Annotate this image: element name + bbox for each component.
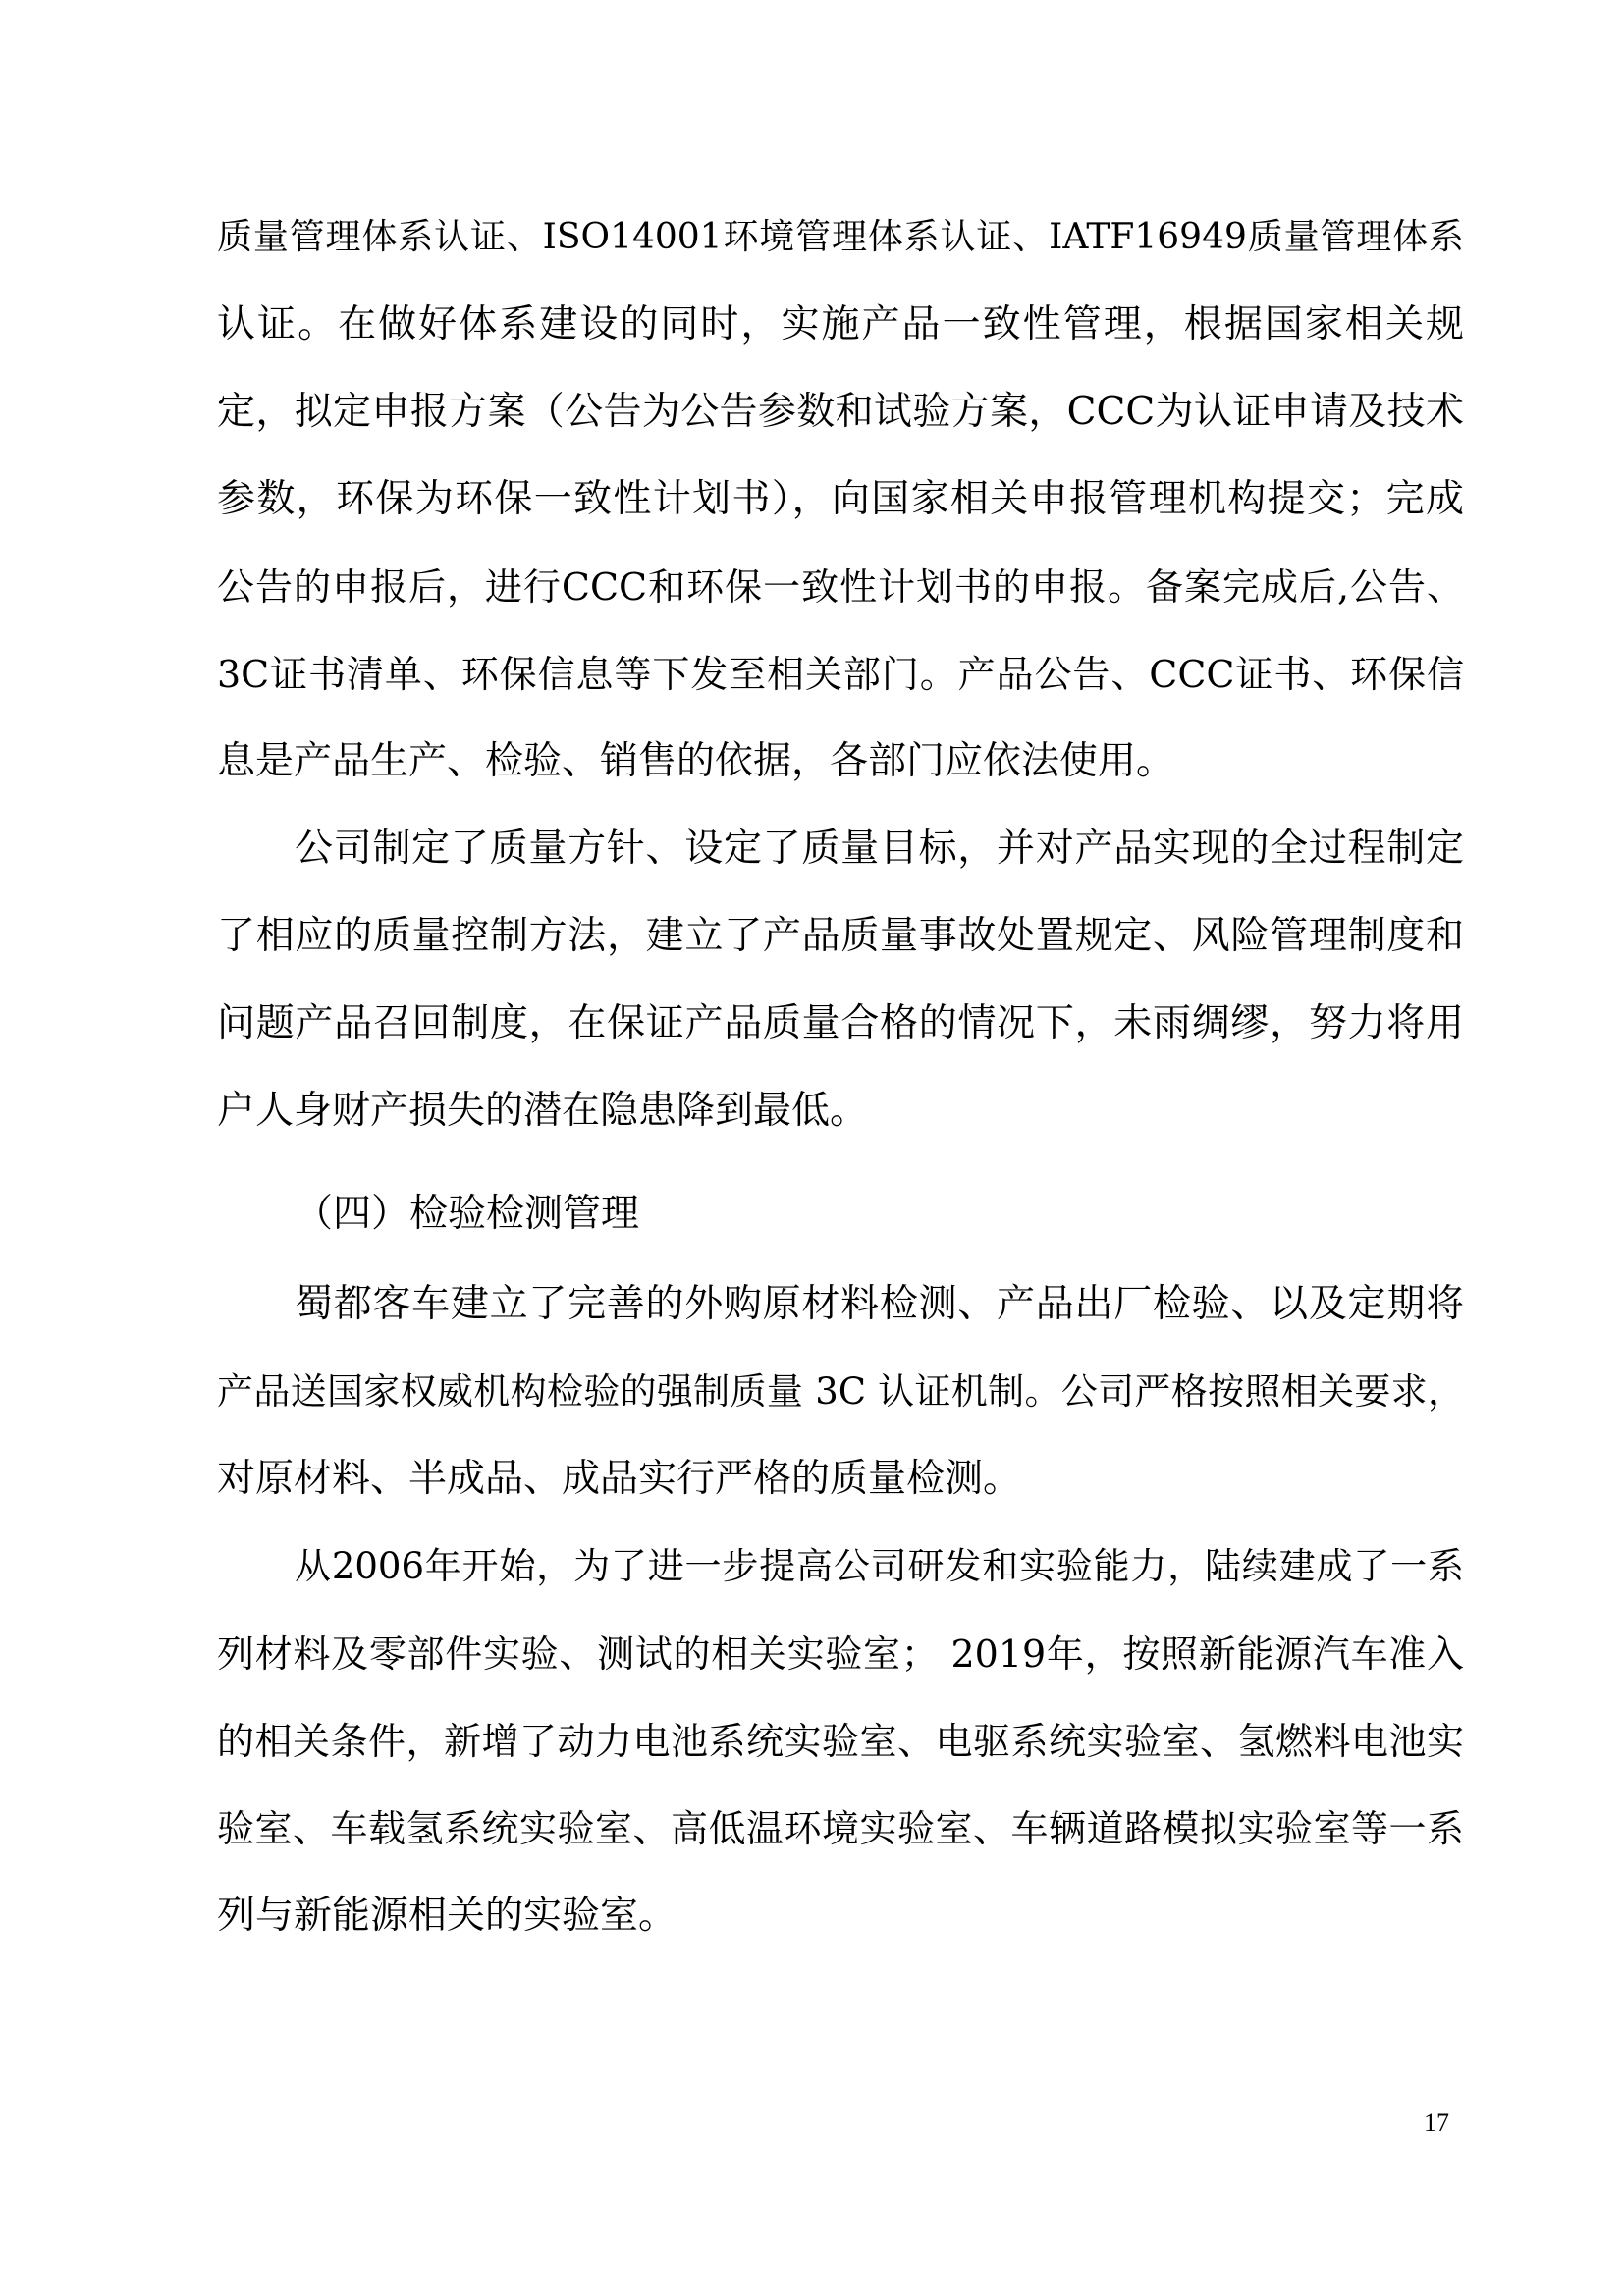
paragraph-line: 蜀都客车建立了完善的外购原材料检测、产品出厂检验、以及定期将 xyxy=(295,1282,1464,1326)
paragraph-line: 列材料及零部件实验、测试的相关实验室； 2019年，按照新能源汽车准入 xyxy=(217,1632,1464,1676)
paragraph-line: 对原材料、半成品、成品实行严格的质量检测。 xyxy=(217,1457,1022,1501)
paragraph-line: 列与新能源相关的实验室。 xyxy=(217,1894,677,1938)
paragraph-line: 质量管理体系认证、ISO14001环境管理体系认证、IATF16949质量管理体系 xyxy=(217,217,1464,257)
paragraph-line: 的相关条件，新增了动力电池系统实验室、电驱系统实验室、氢燃料电池实 xyxy=(217,1720,1464,1763)
paragraph-line: 产品送国家权威机构检验的强制质量 3C 认证机制。公司严格按照相关要求， xyxy=(217,1370,1464,1413)
paragraph-line: 认证。在做好体系建设的同时，实施产品一致性管理，根据国家相关规 xyxy=(217,302,1464,347)
paragraph-line: 问题产品召回制度，在保证产品质量合格的情况下，未雨绸缪，努力将用 xyxy=(217,1001,1464,1045)
paragraph-line: 了相应的质量控制方法，建立了产品质量事故处置规定、风险管理制度和 xyxy=(217,914,1464,958)
paragraph-line: 公告的申报后，进行CCC和环保一致性计划书的申报。备案完成后,公告、 xyxy=(217,565,1464,609)
paragraph-line: 从2006年开始，为了进一步提高公司研发和实验能力，陆续建成了一系 xyxy=(295,1545,1464,1587)
paragraph-line: 3C证书清单、环保信息等下发至相关部门。产品公告、CCC证书、环保信 xyxy=(217,653,1464,696)
page-number: 17 xyxy=(1424,2109,1449,2137)
paragraph-line: 参数，环保为环保一致性计划书），向国家相关申报管理机构提交；完成 xyxy=(217,477,1464,521)
section-heading: （四）检验检测管理 xyxy=(295,1192,640,1236)
paragraph-line: 公司制定了质量方针、设定了质量目标，并对产品实现的全过程制定 xyxy=(295,827,1464,871)
paragraph-line: 定，拟定申报方案（公告为公告参数和试验方案，CCC为认证申请及技术 xyxy=(217,390,1464,434)
paragraph-line: 户人身财产损失的潜在隐患降到最低。 xyxy=(217,1089,869,1133)
paragraph-line: 验室、车载氢系统实验室、高低温环境实验室、车辆道路模拟实验室等一系 xyxy=(217,1807,1464,1850)
paragraph-line: 息是产品生产、检验、销售的依据，各部门应依法使用。 xyxy=(217,739,1175,783)
